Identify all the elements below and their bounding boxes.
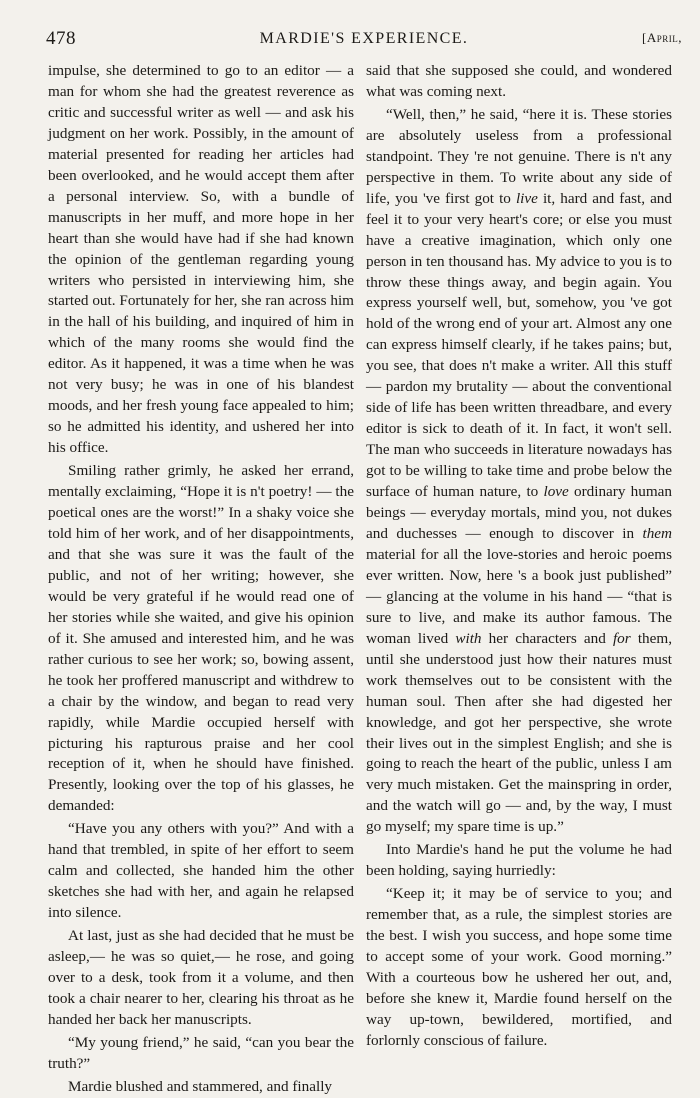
paragraph: Smiling rather grimly, he asked her errand, mentally exclaiming, “Hope it is n't poetry! — the poetical ones are the worst!” In a shaky voice she told him of her work, and of her disappointments, and that she was sure it was the fault of the public, and not of her writing; however, she would be very grateful if he would read one of her stories while she waited, and give his opinion of it. She amused and interested him, and he was rather curious to see her work; so, bowing assent, he took her proffered manuscript and withdrew to a chair by the window, and began to read very rapidly, while Mardie occupied herself with picturing his rapturous praise and her cool reception of it, when he should have finished. Presently, looking over the top of his glasses, he demanded: (48, 462, 354, 815)
running-title: MARDIE'S EXPERIENCE. (259, 30, 469, 47)
text-run: ordinary human beings — everyday mortals, mind you, not dukes and duchesses — enough to discover in (366, 483, 672, 542)
text-run: her characters and (481, 629, 613, 647)
text-run: it, hard and fast, and feel it to your very heart's core; or else you must have a creative imagination, which only one person in ten thousand has. My advice to you is to throw these things away, and begin again. You express yourself well, but, somehow, you 've got hold of the wrong end of your art. Almost any one can express himself clearly, if he takes pains; but, you see, that does n't make a writer. All this stuff — pardon my brutality — about the conventional side of life has been written threadbare, and every editor is sick to death of it. In fact, it won't sell. The man who succeeds in literature nowadays has got to be willing to take time and probe below the surface of human nature, to (366, 189, 672, 501)
text-run: them, until she understood just how their natures must work themselves out to be consistent with the human soul. Then after she had digested her knowledge, and got her perspective, she wrote their lives out in the simplest English; and she is going to reach the heart of the public, unless I am very much mistaken. Get the mainspring in order, and the watch will go — and, by the way, I must go myself; my spare time is up.” (366, 629, 672, 836)
text-run: material for all the love-stories and heroic poems ever written. Now, here 's a book just published” — glancing at the volume in his hand — “that is sure to live, and make its author famous. The woman lived (366, 545, 672, 647)
text-run: “Well, then,” he said, “here it is. These stories are absolutely useless from a professional standpoint. They 're not genuine. There is n't any perspective in them. To write about any side of life, you 've first got to (366, 105, 672, 207)
paragraph: said that she supposed she could, and wondered what was coming next. (366, 62, 672, 100)
page-number: 478 (46, 28, 76, 49)
paragraph: At last, just as she had decided that he must be asleep,— he was so quiet,— he rose, and going over to a desk, took from it a volume, and then took a chair nearer to her, clearing his throat as he handed her back her manuscripts. (48, 927, 354, 1028)
paragraph: “My young friend,” he said, “can you bear the truth?” (48, 1033, 354, 1072)
italic-word: love (543, 483, 569, 501)
paragraph: impulse, she determined to go to an editor — a man for whom she had the greatest reverence as critic and successful writer as well — and ask his judgment on her work. Possibly, in the amount of material presented for reading her articles had been overlooked, and he would accept them after a personal interview. So, with a bundle of manuscripts in her muff, and more hope in her heart than she would have had if she had known the opinion of the gentleman regarding young writers who persisted in interviewing him, she started out. Fortunately for her, she ran across him in the hall of his building, and inquired of him in which of the many rooms she would find the editor. As it happened, it was a time when he was not very busy; he was in one of his blandest moods, and her fresh young face appealed to him; so he admitted his identity, and ushered her into his office. (48, 62, 354, 457)
running-head (46, 28, 682, 50)
paragraph: “Keep it; it may be of service to you; and remember that, as a rule, the simplest stories are the best. I wish you success, and hope some time to accept some of your work. Good morning.” With a courteous bow he ushered her out, and, before she knew it, Mardie found herself on the way up-town, bewildered, mortified, and forlornly conscious of failure. (366, 885, 672, 1049)
paragraph (366, 105, 672, 838)
paragraph: Mardie blushed and stammered, and finally (68, 1077, 333, 1095)
right-column (366, 61, 672, 1052)
paragraph: Into Mardie's hand he put the volume he had been holding, saying hurriedly: (366, 841, 672, 880)
paragraph: “Have you any others with you?” And with a hand that trembled, in spite of her effort to seem calm and collected, she handed him the other sketches she had with her, and again he relapsed into silence. (48, 820, 354, 922)
italic-word: them (642, 524, 672, 542)
italic-word: live (515, 189, 538, 207)
italic-word: with (455, 629, 482, 647)
left-column (48, 61, 354, 1098)
running-date: [April, (642, 30, 682, 45)
italic-word: for (612, 629, 631, 647)
